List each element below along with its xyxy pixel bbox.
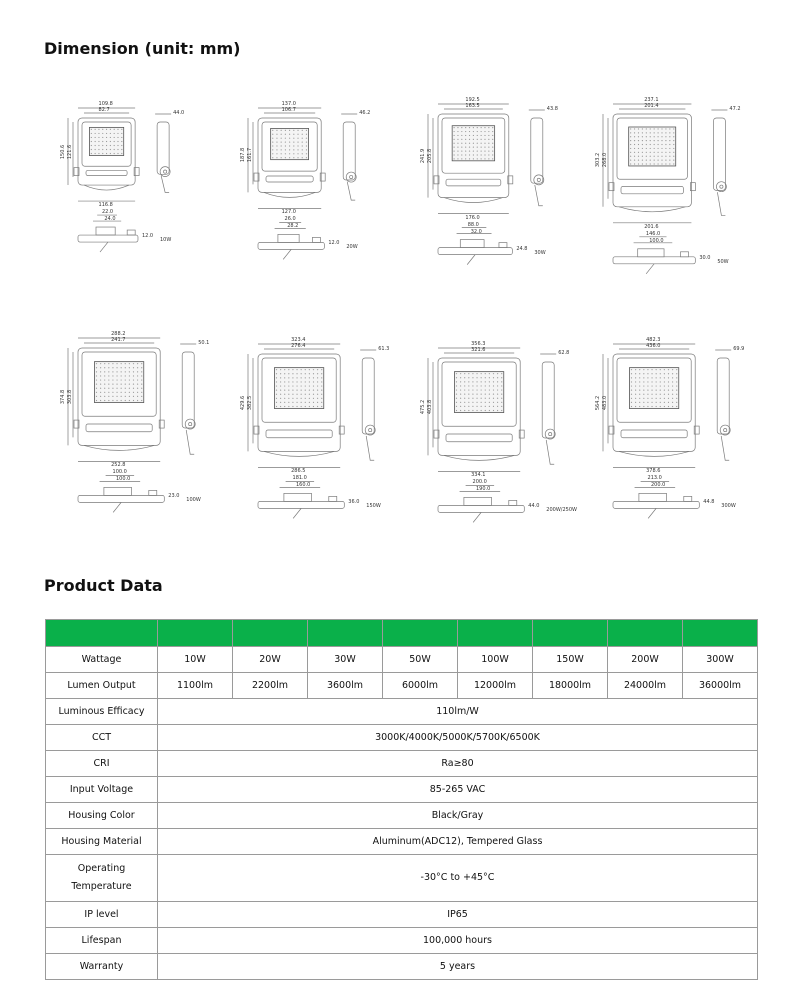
dimension-value: 150.6	[60, 144, 67, 159]
dimension-value: 100.0	[115, 476, 131, 483]
header-cell	[533, 620, 608, 647]
row-value: 3000K/4000K/5000K/5700K/6500K	[158, 725, 758, 751]
row-label-line: Operating	[77, 863, 126, 875]
dimension-value: 28.2	[287, 223, 299, 230]
dimension-value: 187.8	[240, 148, 247, 163]
product-data-title: Product Data	[44, 576, 163, 595]
dimension-value: 482.3	[646, 337, 661, 343]
spec-row	[46, 928, 758, 954]
dimension-value: 61.3	[378, 346, 390, 352]
value-cell: 3600lm	[308, 673, 383, 699]
value-cell: 36000lm	[683, 673, 758, 699]
dimension-value: 100.0	[112, 469, 127, 476]
value-cell: 6000lm	[383, 673, 458, 699]
dimension-value: 12.0	[328, 240, 340, 247]
dimension-value: 36.0	[348, 499, 360, 506]
dimension-value: 483.0	[602, 395, 609, 410]
dimension-value: 429.6	[240, 395, 247, 410]
dimension-title: Dimension (unit: mm)	[44, 39, 241, 58]
dimension-value: 127.0	[281, 209, 296, 216]
floodlight-drawing	[60, 330, 260, 540]
spec-row	[46, 954, 758, 980]
dimension-value: 200.0	[650, 482, 666, 489]
wattage-label: 100W	[186, 497, 201, 504]
row-value: 85-265 VAC	[158, 777, 758, 803]
value-cell: 24000lm	[608, 673, 683, 699]
value-cell: 2200lm	[233, 673, 308, 699]
row-value: 110lm/W	[158, 699, 758, 725]
header-cell	[46, 620, 158, 647]
row-label: Warranty	[46, 954, 158, 980]
floodlight-drawing	[240, 336, 440, 546]
dimension-value: 62.8	[558, 350, 570, 356]
dimension-value: 303.2	[595, 153, 602, 168]
table-header-row	[46, 620, 758, 647]
dimension-value: 205.8	[427, 148, 434, 163]
dimension-value: 161.7	[247, 148, 254, 163]
dimension-value: 201.4	[644, 103, 659, 109]
dimension-value: 46.2	[359, 110, 371, 116]
row-value: Aluminum(ADC12), Tempered Glass	[158, 829, 758, 855]
row-label: Input Voltage	[46, 777, 158, 803]
value-cell: 12000lm	[458, 673, 533, 699]
dimension-value: 22.0	[101, 209, 114, 216]
row-label: Housing Material	[46, 829, 158, 855]
row-label: Lifespan	[46, 928, 158, 954]
row-value: Black/Gray	[158, 803, 758, 829]
dimension-value: 286.5	[291, 468, 306, 475]
dimension-value: 475.2	[420, 399, 427, 414]
dimension-value: 303.8	[67, 389, 74, 404]
dimension-value: 323.4	[291, 337, 306, 343]
dimension-value: 106.7	[281, 107, 296, 113]
dimension-value: 23.0	[168, 493, 180, 500]
row-label: IP level	[46, 902, 158, 928]
floodlight-drawing	[420, 96, 620, 306]
dimension-value: 201.6	[644, 223, 659, 230]
dimension-value: 32.0	[470, 228, 482, 235]
spec-row	[46, 855, 758, 902]
value-cell: 1100lm	[158, 673, 233, 699]
dimension-value: 109.8	[98, 101, 113, 107]
dimension-value: 288.2	[111, 331, 126, 337]
dimension-value: 26.0	[284, 216, 296, 223]
header-cell	[158, 620, 233, 647]
dimension-value: 43.8	[546, 106, 558, 112]
header-cell	[383, 620, 458, 647]
row-label-line: Temperature	[71, 881, 132, 892]
dimension-value: 241.7	[111, 337, 126, 343]
row-value: -30°C to +45°C	[158, 855, 758, 902]
header-cell	[458, 620, 533, 647]
row-value: 5 years	[158, 954, 758, 980]
spec-row	[46, 725, 758, 751]
wattage-label: 50W	[717, 258, 729, 265]
dimension-value: 436.0	[646, 343, 661, 349]
row-label	[46, 855, 158, 902]
dimension-value: 382.5	[247, 395, 254, 410]
spec-row	[46, 803, 758, 829]
dimension-value: 160.0	[295, 482, 311, 489]
dimension-value: 268.0	[602, 153, 609, 168]
dimension-value: 321.6	[471, 347, 486, 353]
wattage-label: 10W	[159, 237, 172, 244]
dimension-value: 88.0	[467, 221, 479, 228]
value-cell: 18000lm	[533, 673, 608, 699]
wattage-label: 20W	[346, 244, 358, 251]
wattage-label: 200W/250W	[546, 507, 577, 514]
value-cell: 150W	[533, 647, 608, 673]
row-label: CCT	[46, 725, 158, 751]
dimension-value: 116.8	[98, 202, 113, 209]
dimension-value: 192.5	[465, 97, 480, 103]
value-cell: 300W	[683, 647, 758, 673]
dimension-value: 276.4	[291, 343, 306, 349]
dimension-value: 44.0	[528, 503, 540, 510]
floodlight-drawing	[595, 336, 794, 546]
dimension-value: 176.0	[465, 214, 480, 221]
dimension-value: 237.1	[644, 97, 659, 103]
dimension-value: 30.0	[699, 254, 711, 261]
dimension-value: 241.9	[420, 148, 427, 163]
dimension-value: 24.8	[516, 245, 528, 252]
dimension-value: 50.1	[198, 340, 210, 346]
dimension-value: 69.9	[733, 346, 745, 352]
dimension-value: 252.8	[111, 462, 126, 469]
row-value: IP65	[158, 902, 758, 928]
spec-row	[46, 777, 758, 803]
dimension-value: 100.0	[649, 237, 664, 244]
dimension-value: 82.7	[98, 107, 110, 113]
wattage-label: 300W	[721, 503, 736, 510]
wattage-label: 30W	[534, 249, 546, 256]
value-cell: 50W	[383, 647, 458, 673]
header-cell	[683, 620, 758, 647]
dimension-value: 121.6	[67, 144, 74, 159]
wattage-row	[46, 647, 758, 673]
floodlight-drawing	[595, 96, 794, 306]
spec-row	[46, 829, 758, 855]
dimension-value: 378.6	[646, 468, 661, 475]
value-cell: 100W	[458, 647, 533, 673]
dimension-value: 137.0	[281, 101, 296, 107]
dimension-value: 146.0	[645, 230, 661, 237]
spec-row	[46, 902, 758, 928]
product-data-table	[45, 619, 758, 980]
value-cell: 20W	[233, 647, 308, 673]
dimension-value: 403.8	[427, 399, 434, 414]
value-cell: 200W	[608, 647, 683, 673]
dimension-value: 24.0	[104, 216, 116, 223]
wattage-label: 150W	[366, 503, 381, 510]
dimension-value: 47.2	[729, 106, 741, 112]
dimension-value: 213.0	[647, 475, 662, 482]
floodlight-drawing	[420, 340, 620, 550]
dimension-value: 190.0	[475, 486, 491, 493]
dimension-value: 334.1	[471, 472, 486, 479]
dimension-value: 374.8	[60, 389, 67, 404]
value-cell: 10W	[158, 647, 233, 673]
dimension-value: 44.0	[173, 110, 185, 116]
row-label: CRI	[46, 751, 158, 777]
floodlight-drawing	[60, 100, 260, 310]
row-label: Luminous Efficacy	[46, 699, 158, 725]
row-value: Ra≥80	[158, 751, 758, 777]
value-cell: 30W	[308, 647, 383, 673]
row-label: Housing Color	[46, 803, 158, 829]
row-label: Lumen Output	[46, 673, 158, 699]
dimension-value: 163.5	[465, 103, 480, 109]
header-cell	[608, 620, 683, 647]
dimension-value: 181.0	[292, 475, 307, 482]
row-label: Wattage	[46, 647, 158, 673]
dimension-value: 44.8	[703, 499, 715, 506]
dimension-value: 356.3	[471, 341, 486, 347]
dimension-value: 200.0	[472, 479, 487, 486]
spec-row	[46, 699, 758, 725]
floodlight-drawing	[240, 100, 440, 310]
header-cell	[233, 620, 308, 647]
spec-row	[46, 751, 758, 777]
header-cell	[308, 620, 383, 647]
row-value: 100,000 hours	[158, 928, 758, 954]
dimension-value: 12.0	[141, 233, 154, 240]
lumen-output-row	[46, 673, 758, 699]
dimension-value: 564.2	[595, 395, 602, 410]
